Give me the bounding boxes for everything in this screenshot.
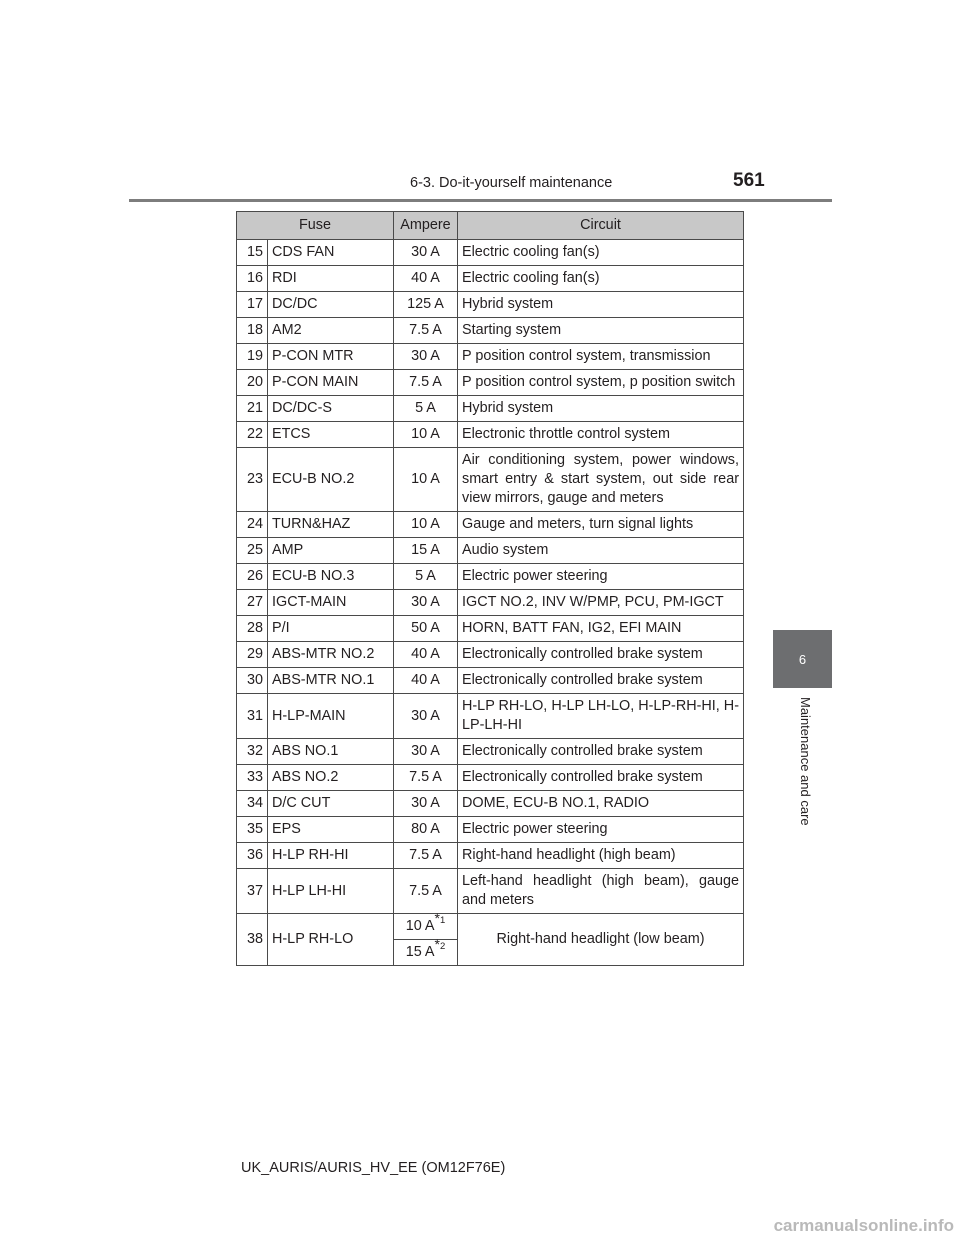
fuse-number: 15 bbox=[237, 240, 268, 266]
fuse-name: P-CON MAIN bbox=[268, 370, 394, 396]
fuse-ampere: 80 A bbox=[394, 817, 458, 843]
table-row bbox=[237, 590, 744, 616]
fuse-ampere: 5 A bbox=[394, 564, 458, 590]
fuse-circuit: Electric power steering bbox=[458, 817, 744, 843]
fuse-number: 36 bbox=[237, 843, 268, 869]
fuse-name: EPS bbox=[268, 817, 394, 843]
fuse-name: P-CON MTR bbox=[268, 344, 394, 370]
fuse-name: ABS NO.2 bbox=[268, 765, 394, 791]
fuse-circuit: Audio system bbox=[458, 538, 744, 564]
fuse-ampere: 125 A bbox=[394, 292, 458, 318]
fuse-circuit: HORN, BATT FAN, IG2, EFI MAIN bbox=[458, 616, 744, 642]
table-row bbox=[237, 791, 744, 817]
fuse-number: 38 bbox=[237, 914, 268, 966]
footer-model-code: UK_AURIS/AURIS_HV_EE (OM12F76E) bbox=[241, 1160, 506, 1176]
footnote-number: 1 bbox=[439, 915, 446, 927]
fuse-name: CDS FAN bbox=[268, 240, 394, 266]
ampere-value-2: 15 A bbox=[405, 944, 435, 960]
fuse-circuit: P position control system, transmission bbox=[458, 344, 744, 370]
circuit-column-header: Circuit bbox=[458, 212, 744, 240]
fuse-number: 34 bbox=[237, 791, 268, 817]
fuse-number: 35 bbox=[237, 817, 268, 843]
table-row bbox=[237, 642, 744, 668]
fuse-circuit: Electric cooling fan(s) bbox=[458, 266, 744, 292]
fuse-circuit: IGCT NO.2, INV W/PMP, PCU, PM-IGCT bbox=[458, 590, 744, 616]
fuse-number: 32 bbox=[237, 739, 268, 765]
footnote-number: 2 bbox=[439, 941, 446, 953]
fuse-name: ABS-MTR NO.1 bbox=[268, 668, 394, 694]
fuse-number: 17 bbox=[237, 292, 268, 318]
table-row bbox=[237, 739, 744, 765]
fuse-number: 25 bbox=[237, 538, 268, 564]
fuse-circuit: Left-hand headlight (high beam), gauge and meters bbox=[458, 869, 744, 914]
fuse-circuit: Gauge and meters, turn signal lights bbox=[458, 512, 744, 538]
fuse-ampere: 40 A bbox=[394, 642, 458, 668]
fuse-name: H-LP RH-LO bbox=[268, 914, 394, 966]
table-row bbox=[237, 512, 744, 538]
fuse-name: ETCS bbox=[268, 422, 394, 448]
fuse-circuit: H-LP RH-LO, H-LP LH-LO, H-LP-RH-HI, H-LP-LH-HI bbox=[458, 694, 744, 739]
fuse-circuit: Electric cooling fan(s) bbox=[458, 240, 744, 266]
table-row bbox=[237, 765, 744, 791]
fuse-number: 22 bbox=[237, 422, 268, 448]
fuse-name: DC/DC-S bbox=[268, 396, 394, 422]
table-row bbox=[237, 370, 744, 396]
fuse-circuit: Hybrid system bbox=[458, 396, 744, 422]
fuse-number: 30 bbox=[237, 668, 268, 694]
fuse-name: ECU-B NO.3 bbox=[268, 564, 394, 590]
table-row bbox=[237, 668, 744, 694]
fuse-circuit: Electronically controlled brake system bbox=[458, 642, 744, 668]
table-row bbox=[237, 240, 744, 266]
table-row bbox=[237, 292, 744, 318]
fuse-number: 28 bbox=[237, 616, 268, 642]
fuse-table-header-row bbox=[237, 212, 744, 240]
fuse-ampere: 40 A bbox=[394, 668, 458, 694]
table-row bbox=[237, 564, 744, 590]
table-row bbox=[237, 538, 744, 564]
fuse-table bbox=[236, 211, 744, 966]
fuse-circuit: Right-hand headlight (low beam) bbox=[458, 914, 744, 966]
fuse-number: 20 bbox=[237, 370, 268, 396]
fuse-ampere: 50 A bbox=[394, 616, 458, 642]
table-row bbox=[237, 817, 744, 843]
fuse-ampere: 10 A bbox=[394, 448, 458, 512]
fuse-ampere: 30 A bbox=[394, 791, 458, 817]
ampere-column-header: Ampere bbox=[394, 212, 458, 240]
fuse-name: D/C CUT bbox=[268, 791, 394, 817]
table-row bbox=[237, 616, 744, 642]
fuse-circuit: Starting system bbox=[458, 318, 744, 344]
fuse-name: AM2 bbox=[268, 318, 394, 344]
fuse-name: ABS NO.1 bbox=[268, 739, 394, 765]
table-row bbox=[237, 318, 744, 344]
table-row bbox=[237, 422, 744, 448]
fuse-circuit: Electronic throttle control system bbox=[458, 422, 744, 448]
fuse-number: 24 bbox=[237, 512, 268, 538]
fuse-number: 16 bbox=[237, 266, 268, 292]
watermark-logo: carmanualsonline.info bbox=[773, 1216, 954, 1235]
table-row bbox=[237, 869, 744, 914]
fuse-name: ECU-B NO.2 bbox=[268, 448, 394, 512]
table-row bbox=[237, 694, 744, 739]
fuse-circuit: Electronically controlled brake system bbox=[458, 739, 744, 765]
fuse-name: H-LP-MAIN bbox=[268, 694, 394, 739]
footnote-marker-1: *1 bbox=[434, 910, 446, 927]
table-row bbox=[237, 843, 744, 869]
fuse-ampere: 10 A bbox=[394, 422, 458, 448]
fuse-number: 18 bbox=[237, 318, 268, 344]
fuse-number: 37 bbox=[237, 869, 268, 914]
chapter-tab[interactable] bbox=[773, 630, 832, 688]
fuse-name: H-LP LH-HI bbox=[268, 869, 394, 914]
fuse-ampere: 40 A bbox=[394, 266, 458, 292]
fuse-number: 23 bbox=[237, 448, 268, 512]
fuse-name: P/I bbox=[268, 616, 394, 642]
chapter-tab-label: Maintenance and care bbox=[798, 697, 813, 826]
chapter-tab-number: 6 bbox=[798, 651, 807, 667]
header-section-title: 6-3. Do-it-yourself maintenance bbox=[410, 175, 613, 191]
fuse-ampere: 7.5 A bbox=[394, 869, 458, 914]
fuse-ampere: 30 A bbox=[394, 739, 458, 765]
header-rule bbox=[129, 199, 832, 202]
fuse-name: RDI bbox=[268, 266, 394, 292]
fuse-name: AMP bbox=[268, 538, 394, 564]
table-row bbox=[237, 914, 744, 940]
fuse-number: 21 bbox=[237, 396, 268, 422]
fuse-circuit: P position control system, p position switch bbox=[458, 370, 744, 396]
fuse-ampere: 5 A bbox=[394, 396, 458, 422]
fuse-number: 19 bbox=[237, 344, 268, 370]
fuse-circuit: Electric power steering bbox=[458, 564, 744, 590]
fuse-number: 31 bbox=[237, 694, 268, 739]
fuse-circuit: Electronically controlled brake system bbox=[458, 765, 744, 791]
fuse-circuit: Hybrid system bbox=[458, 292, 744, 318]
fuse-ampere: 30 A bbox=[394, 694, 458, 739]
fuse-name: H-LP RH-HI bbox=[268, 843, 394, 869]
fuse-ampere bbox=[394, 910, 458, 940]
fuse-name: TURN&HAZ bbox=[268, 512, 394, 538]
fuse-table-body bbox=[237, 240, 744, 966]
fuse-name: ABS-MTR NO.2 bbox=[268, 642, 394, 668]
fuse-ampere: 30 A bbox=[394, 590, 458, 616]
fuse-ampere: 15 A bbox=[394, 538, 458, 564]
table-row bbox=[237, 448, 744, 512]
footnote-marker-2: *2 bbox=[434, 936, 446, 953]
fuse-ampere: 7.5 A bbox=[394, 318, 458, 344]
fuse-ampere: 7.5 A bbox=[394, 843, 458, 869]
ampere-value-1: 10 A bbox=[405, 918, 435, 934]
fuse-ampere: 30 A bbox=[394, 344, 458, 370]
fuse-column-header: Fuse bbox=[237, 212, 394, 240]
fuse-number: 29 bbox=[237, 642, 268, 668]
table-row bbox=[237, 344, 744, 370]
fuse-number: 27 bbox=[237, 590, 268, 616]
fuse-circuit: Air conditioning system, power windows, smart entry & start system, out side rear view mirrors, gauge and meters bbox=[458, 448, 744, 512]
fuse-name: DC/DC bbox=[268, 292, 394, 318]
fuse-name: IGCT-MAIN bbox=[268, 590, 394, 616]
fuse-ampere: 30 A bbox=[394, 240, 458, 266]
fuse-number: 33 bbox=[237, 765, 268, 791]
table-row bbox=[237, 396, 744, 422]
fuse-circuit: DOME, ECU-B NO.1, RADIO bbox=[458, 791, 744, 817]
fuse-circuit: Right-hand headlight (high beam) bbox=[458, 843, 744, 869]
fuse-ampere: 10 A bbox=[394, 512, 458, 538]
fuse-number: 26 bbox=[237, 564, 268, 590]
fuse-ampere bbox=[394, 936, 458, 966]
table-row bbox=[237, 266, 744, 292]
fuse-circuit: Electronically controlled brake system bbox=[458, 668, 744, 694]
page-number: 561 bbox=[733, 170, 765, 191]
fuse-ampere: 7.5 A bbox=[394, 370, 458, 396]
fuse-ampere: 7.5 A bbox=[394, 765, 458, 791]
